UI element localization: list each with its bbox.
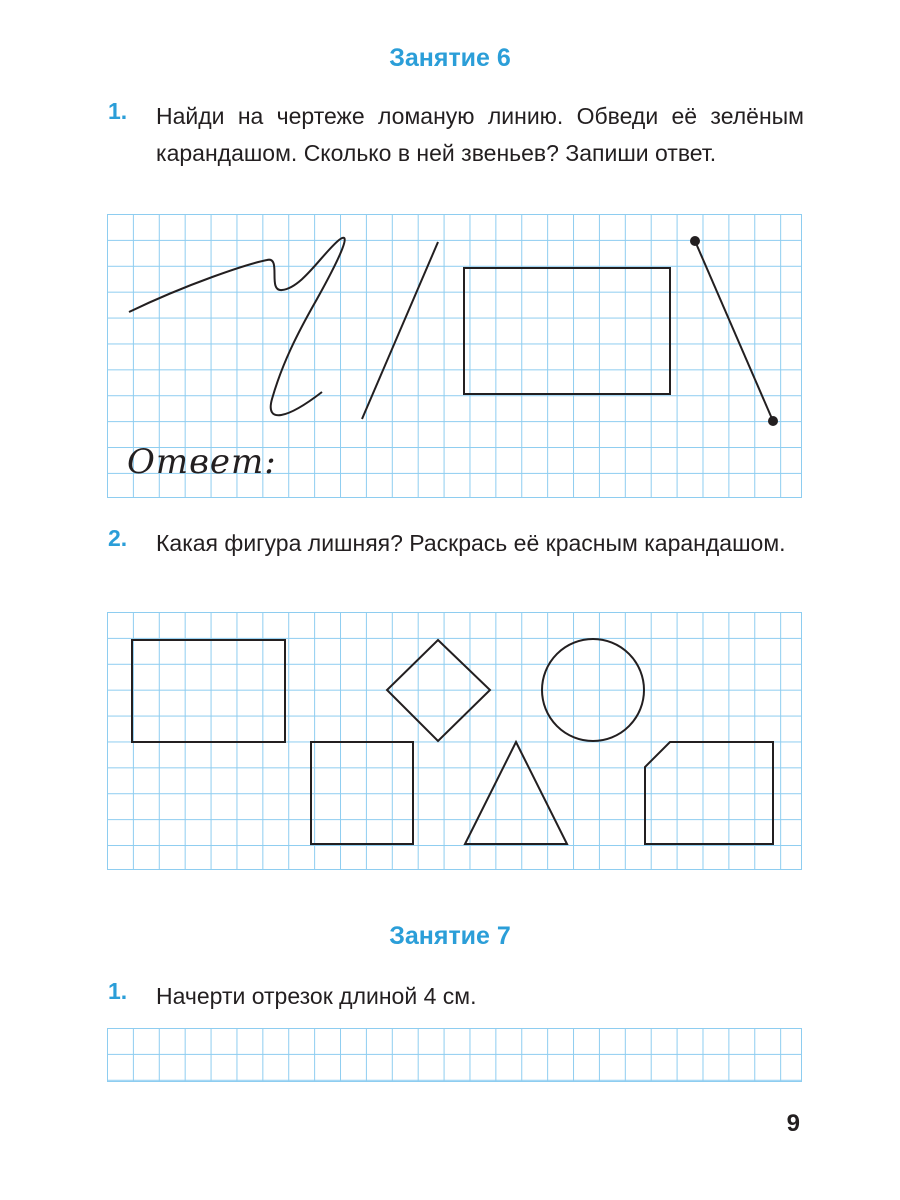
task-text: Начерти отрезок длиной 4 см. (156, 983, 477, 1009)
drawing-grid-task-1[interactable] (107, 214, 802, 498)
drawing-grid-lesson-7[interactable] (107, 1028, 802, 1082)
rectangle (464, 268, 670, 394)
segment-endpoint (768, 416, 778, 426)
task-number: 1. (108, 978, 128, 1004)
answer-label: Ответ: (127, 442, 277, 482)
page-number: 9 (786, 1110, 800, 1137)
task-text: Какая фигура лишняя? Раскрась её красным карандашом. (156, 530, 786, 556)
segment-endpoint (690, 236, 700, 246)
lesson-6-title: Занятие 6 (389, 44, 511, 72)
lesson-7-title: Занятие 7 (389, 922, 511, 950)
segment (695, 241, 773, 421)
task-number: 2. (108, 525, 128, 551)
circle (542, 639, 644, 741)
task-1-lesson-7 (108, 978, 808, 1015)
curved-line (129, 238, 345, 416)
task-2-figures (107, 612, 802, 870)
straight-line (362, 242, 438, 419)
drawing-grid-task-2[interactable] (107, 612, 802, 870)
task-1-lesson-6 (108, 98, 808, 172)
task-number: 1. (108, 98, 128, 124)
task-2-lesson-6 (108, 525, 808, 562)
rhombus (387, 640, 490, 741)
triangle (465, 742, 567, 844)
pentagon (645, 742, 773, 844)
task-text: Найди на чертеже ломаную линию. Обведи её зелёным карандашом. Сколько в ней звеньев? Запиши ответ. (156, 103, 804, 166)
rectangle-large (132, 640, 285, 742)
rectangle-small (311, 742, 413, 844)
